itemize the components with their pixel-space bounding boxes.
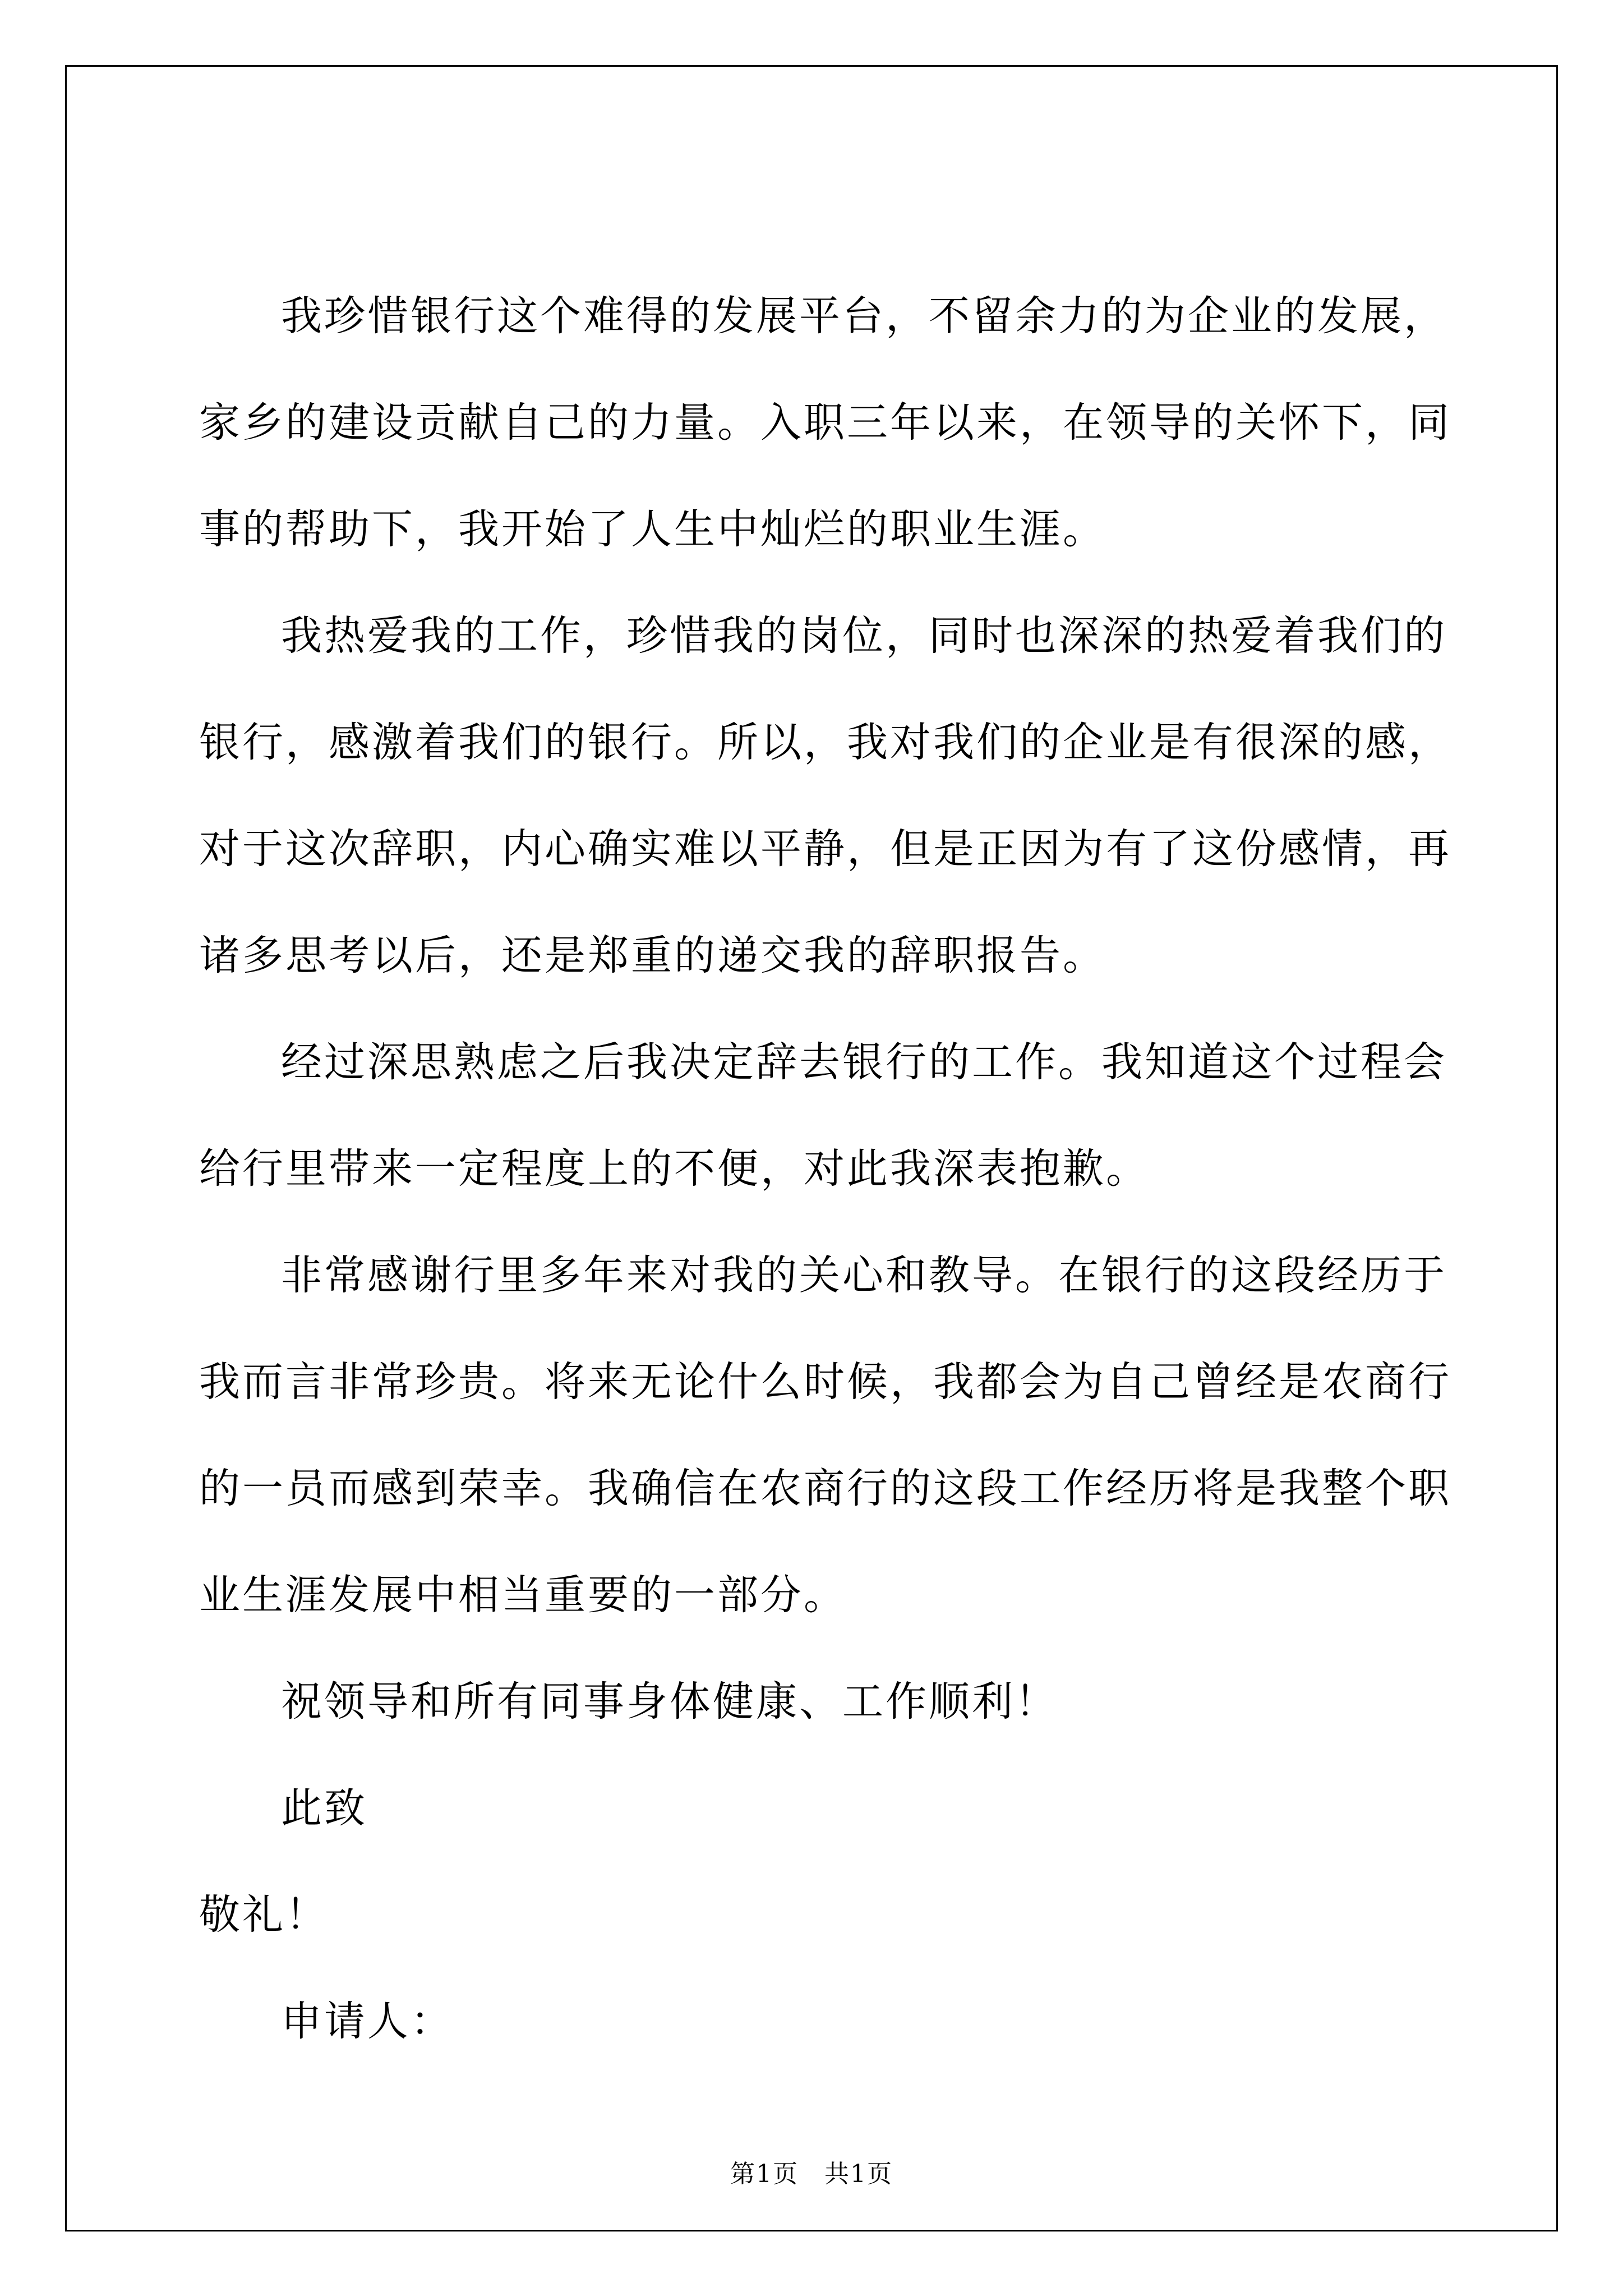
paragraph-2: 我热爱我的工作，珍惜我的岗位，同时也深深的热爱着我们的银行，感激着我们的银行。所以，我对我们的企业是有很深的感，对于这次辞职，内心确实难以平静，但是正因为有了这份感情，再诸多思考以后，还是郑重的递交我的辞职报告。 (199, 612, 1451, 979)
paragraph-5: 祝领导和所有同事身体健康、工作顺利！ (281, 1678, 1058, 1726)
paragraph-3: 经过深思熟虑之后我决定辞去银行的工作。我知道这个过程会给行里带来一定程度上的不便，对此我深表抱歉。 (199, 1038, 1447, 1193)
letter-body (199, 263, 1489, 2075)
paragraph-1: 我珍惜银行这个难得的发展平台，不留余力的为企业的发展，家乡的建设贡献自己的力量。入职三年以来，在领导的关怀下，同事的帮助下，我开始了人生中灿烂的职业生涯。 (199, 292, 1451, 553)
salutation-line: 敬礼！ (199, 1891, 329, 1939)
paragraph-4: 非常感谢行里多年来对我的关心和教导。在银行的这段经历于我而言非常珍贵。将来无论什么时候，我都会为自己曾经是农商行的一员而感到荣幸。我确信在农商行的这段工作经历将是我整个职业生涯发展中相当重要的一部分。 (199, 1251, 1451, 1619)
closing-line: 此致 (281, 1784, 367, 1832)
page-frame (65, 65, 1558, 2231)
page-footer: 第1页 共1页 (730, 2160, 893, 2188)
signature-label: 申请人： (281, 1998, 454, 2045)
